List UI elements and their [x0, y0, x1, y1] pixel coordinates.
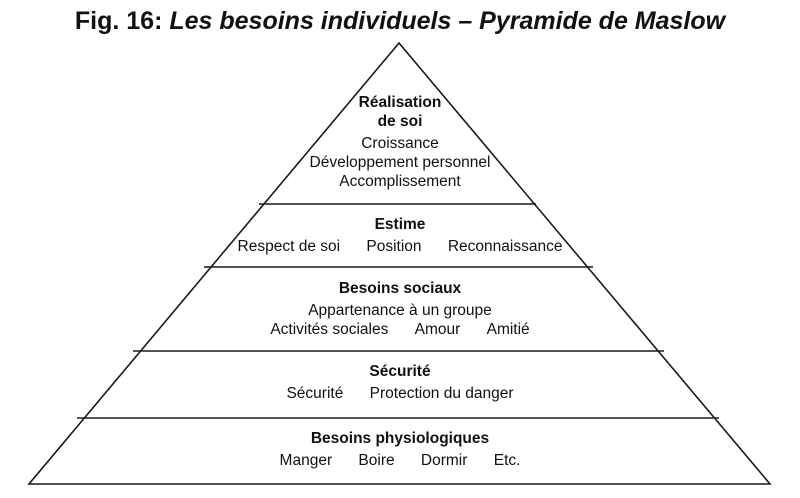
- level-title: [250, 93, 550, 131]
- level-physiological-needs: [200, 429, 600, 470]
- level-items-row: [200, 320, 600, 339]
- level-items-row: [250, 153, 550, 172]
- need-item: Accomplissement: [339, 173, 461, 190]
- level-title-line: Réalisation: [358, 94, 442, 111]
- level-items-row: [200, 451, 600, 470]
- figure-label: Fig. 16:: [74, 7, 163, 35]
- level-items-row: [200, 301, 600, 320]
- need-item: Manger: [279, 452, 333, 469]
- need-item: Amitié: [486, 321, 530, 338]
- need-item: Etc.: [493, 452, 521, 469]
- need-item: Dormir: [420, 452, 468, 469]
- need-item: Position: [366, 238, 422, 255]
- level-title-line: Besoins physiologiques: [310, 430, 490, 447]
- need-item: Croissance: [361, 135, 439, 152]
- level-items-row: [200, 384, 600, 403]
- need-item: Développement personnel: [309, 154, 491, 171]
- need-item: Reconnaissance: [447, 238, 563, 255]
- level-self-actualization: [250, 93, 550, 191]
- level-safety: [200, 362, 600, 403]
- level-title-line: Estime: [374, 216, 426, 233]
- need-item: Respect de soi: [237, 238, 341, 255]
- need-item: Boire: [358, 452, 395, 469]
- level-esteem: [200, 215, 600, 256]
- level-title: [200, 362, 600, 381]
- level-items-row: [200, 237, 600, 256]
- level-title: [200, 215, 600, 234]
- level-items-row: [250, 172, 550, 191]
- level-title-line: Sécurité: [369, 363, 431, 380]
- need-item: Activités sociales: [270, 321, 389, 338]
- need-item: Sécurité: [286, 385, 344, 402]
- level-title-line: de soi: [377, 113, 423, 130]
- figure-title-text: Les besoins individuels – Pyramide de Maslow: [169, 7, 726, 35]
- need-item: Appartenance à un groupe: [308, 302, 492, 319]
- level-title: [200, 279, 600, 298]
- need-item: Protection du danger: [369, 385, 514, 402]
- level-title: [200, 429, 600, 448]
- level-items-row: [250, 134, 550, 153]
- need-item: Amour: [414, 321, 461, 338]
- level-title-line: Besoins sociaux: [338, 280, 462, 297]
- level-social-needs: [200, 279, 600, 339]
